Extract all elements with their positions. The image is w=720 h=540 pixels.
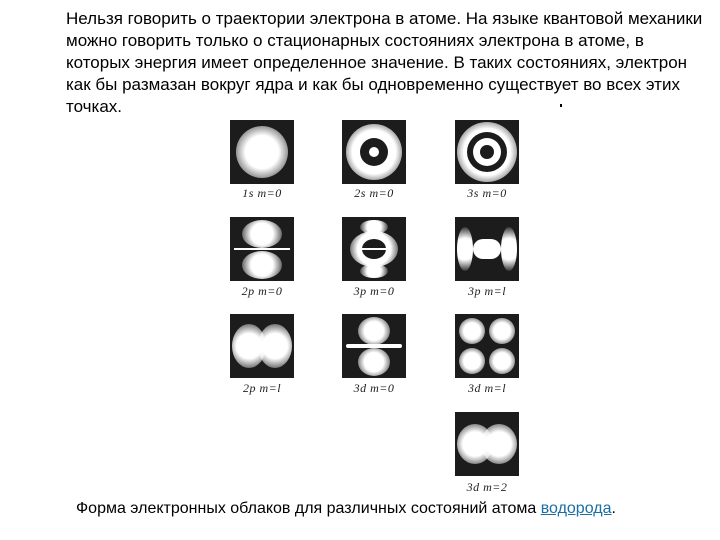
orbital-2p-m1-label: 2p m=l xyxy=(242,381,282,395)
orbital-1s-image xyxy=(230,120,294,184)
orbital-3d-m2-label: 3d m=2 xyxy=(466,480,508,494)
orbital-1s-label: 1s m=0 xyxy=(242,186,282,200)
orbital-3s-image xyxy=(455,120,519,184)
hydrogen-link[interactable]: водорода xyxy=(540,500,612,517)
stray-mark xyxy=(560,104,562,107)
orbital-3d-m2-image xyxy=(455,412,519,476)
orbital-3p-m0-image xyxy=(342,217,406,281)
orbital-3d-m0-label: 3d m=0 xyxy=(353,381,395,395)
orbital-3p-m1-image xyxy=(455,217,519,281)
orbital-3d-m1-label: 3d m=l xyxy=(467,381,507,395)
figure-caption xyxy=(76,500,616,518)
orbital-3p-m0-label: 3p m=0 xyxy=(353,284,395,298)
orbital-3p-m1-label: 3p m=l xyxy=(467,284,507,298)
caption-end: . xyxy=(611,500,616,517)
caption-text: Форма электронных облаков для различных состояний атома xyxy=(76,500,541,517)
orbital-2p-m1-image xyxy=(230,314,294,378)
orbital-3d-m1-image xyxy=(455,314,519,378)
intro-paragraph: Нельзя говорить о траектории электрона в атоме. На языке квантовой механики можно говорить только о стационарных состояниях электрона в атоме, в которых энергия имеет определенное значение. В таких состояниях, электрон как бы размазан вокруг ядра и как бы одновременно существует во всех этих точках. xyxy=(66,9,703,116)
orbital-2s-label: 2s m=0 xyxy=(354,186,394,200)
orbital-3s-label: 3s m=0 xyxy=(467,186,507,200)
orbital-2p-m0-label: 2p m=0 xyxy=(241,284,283,298)
orbital-3d-m0-image xyxy=(342,314,406,378)
orbital-2s-image xyxy=(342,120,406,184)
orbital-2p-m0-image xyxy=(230,217,294,281)
